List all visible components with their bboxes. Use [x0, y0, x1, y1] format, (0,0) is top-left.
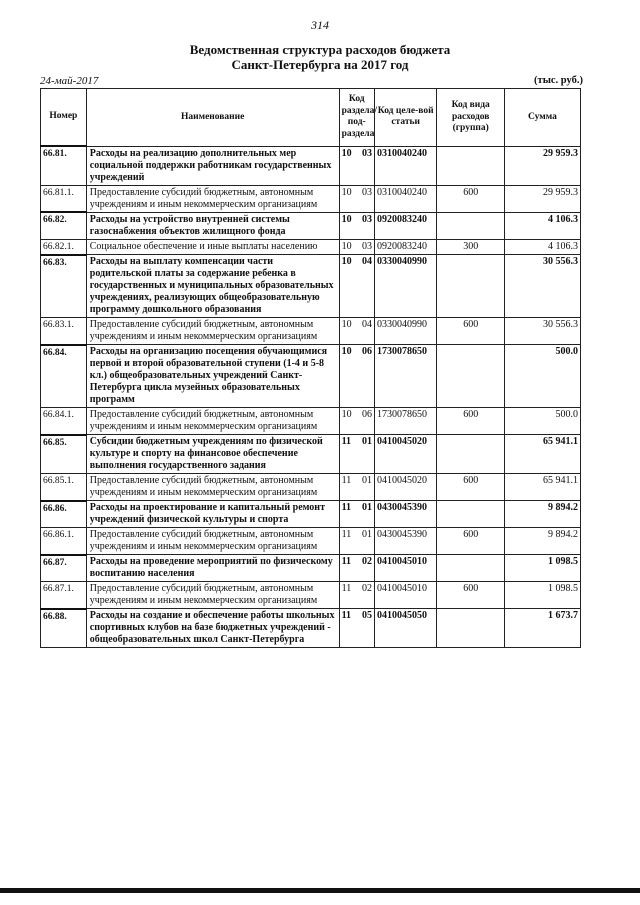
- row-section: 10: [339, 185, 356, 212]
- row-number: 66.87.: [41, 555, 87, 582]
- row-number: 66.88.: [41, 609, 87, 648]
- row-subsection: 03: [356, 212, 375, 239]
- page-bottom-edge: [0, 888, 640, 893]
- budget-table: [40, 88, 581, 648]
- row-subsection: 04: [356, 255, 375, 318]
- table-row: [41, 345, 581, 408]
- table-row: [41, 185, 581, 212]
- row-name: Социальное обеспечение и иные выплаты населению: [86, 239, 339, 255]
- row-section: 11: [339, 435, 356, 474]
- row-number: 66.82.: [41, 212, 87, 239]
- row-section: 11: [339, 501, 356, 528]
- row-sum: 29 959.3: [505, 185, 581, 212]
- row-subsection: 02: [356, 582, 375, 609]
- row-sum: 65 941.1: [505, 435, 581, 474]
- row-number: 66.85.: [41, 435, 87, 474]
- row-sum: 65 941.1: [505, 474, 581, 501]
- row-expense-type: 600: [437, 318, 505, 345]
- units-label: (тыс. руб.): [534, 75, 583, 86]
- table-row: [41, 255, 581, 318]
- row-name: Предоставление субсидий бюджетным, автономным учреждениям и иным некоммерческим организациям: [86, 408, 339, 435]
- table-row: [41, 555, 581, 582]
- row-expense-type: [437, 255, 505, 318]
- row-expense-type: 300: [437, 239, 505, 255]
- table-row: [41, 318, 581, 345]
- table-row: [41, 435, 581, 474]
- header-number: Номер: [41, 89, 87, 147]
- row-name: Расходы на устройство внутренней системы газоснабжения объектов жилищного фонда: [86, 212, 339, 239]
- row-name: Предоставление субсидий бюджетным, автономным учреждениям и иным некоммерческим организациям: [86, 474, 339, 501]
- row-number: 66.85.1.: [41, 474, 87, 501]
- row-expense-type: [437, 345, 505, 408]
- document-title: [0, 42, 640, 72]
- row-number: 66.87.1.: [41, 582, 87, 609]
- row-name: Расходы на проектирование и капитальный ремонт учреждений физической культуры и спорта: [86, 501, 339, 528]
- row-subsection: 01: [356, 435, 375, 474]
- table-header-row: [41, 89, 581, 147]
- row-section: 10: [339, 239, 356, 255]
- row-sum: 30 556.3: [505, 318, 581, 345]
- row-sum: 4 106.3: [505, 239, 581, 255]
- row-expense-type: [437, 501, 505, 528]
- row-sum: 500.0: [505, 345, 581, 408]
- row-sum: 9 894.2: [505, 501, 581, 528]
- row-name: Расходы на организацию посещения обучающимися первой и второй образовательной ступени (1-4 и 5-8 кл.) общеобразовательных учреждений Санкт-Петербурга цикла музейных образовательных программ: [86, 345, 339, 408]
- row-name: Предоставление субсидий бюджетным, автономным учреждениям и иным некоммерческим организациям: [86, 318, 339, 345]
- row-expense-type: [437, 146, 505, 185]
- row-target-code: 0430045390: [374, 501, 436, 528]
- row-number: 66.84.1.: [41, 408, 87, 435]
- row-target-code: 0310040240: [374, 146, 436, 185]
- table-row: [41, 582, 581, 609]
- row-section: 11: [339, 474, 356, 501]
- header-sum: Сумма: [505, 89, 581, 147]
- row-target-code: 0410045010: [374, 582, 436, 609]
- row-sum: 29 959.3: [505, 146, 581, 185]
- row-subsection: 01: [356, 528, 375, 555]
- row-section: 11: [339, 528, 356, 555]
- row-target-code: 0410045050: [374, 609, 436, 648]
- row-expense-type: 600: [437, 582, 505, 609]
- row-name: Предоставление субсидий бюджетным, автономным учреждениям и иным некоммерческим организациям: [86, 528, 339, 555]
- header-expense-type: Код вида расходов (группа): [437, 89, 505, 147]
- row-number: 66.82.1.: [41, 239, 87, 255]
- table-row: [41, 239, 581, 255]
- row-target-code: 1730078650: [374, 408, 436, 435]
- table-row: [41, 501, 581, 528]
- table-row: [41, 146, 581, 185]
- row-subsection: 05: [356, 609, 375, 648]
- row-target-code: 0920083240: [374, 239, 436, 255]
- row-section: 11: [339, 609, 356, 648]
- row-subsection: 03: [356, 185, 375, 212]
- row-subsection: 06: [356, 408, 375, 435]
- row-expense-type: 600: [437, 474, 505, 501]
- row-expense-type: 600: [437, 528, 505, 555]
- table-row: [41, 212, 581, 239]
- row-subsection: 01: [356, 474, 375, 501]
- title-line-1: Ведомственная структура расходов бюджета: [189, 42, 451, 57]
- row-section: 11: [339, 555, 356, 582]
- row-expense-type: 600: [437, 185, 505, 212]
- row-target-code: 0410045020: [374, 435, 436, 474]
- header-name: Наименование: [86, 89, 339, 147]
- row-name: Субсидии бюджетным учреждениям по физической культуре и спорту на финансовое обеспечение выполнения государственного задания: [86, 435, 339, 474]
- row-subsection: 04: [356, 318, 375, 345]
- row-target-code: 0430045390: [374, 528, 436, 555]
- row-target-code: 0330040990: [374, 318, 436, 345]
- row-sum: 1 673.7: [505, 609, 581, 648]
- row-sum: 9 894.2: [505, 528, 581, 555]
- row-sum: 4 106.3: [505, 212, 581, 239]
- row-section: 10: [339, 212, 356, 239]
- table-row: [41, 609, 581, 648]
- row-section: 10: [339, 146, 356, 185]
- row-target-code: 0410045020: [374, 474, 436, 501]
- page-number: 314: [311, 18, 329, 32]
- row-sum: 1 098.5: [505, 555, 581, 582]
- row-sum: 30 556.3: [505, 255, 581, 318]
- row-number: 66.83.1.: [41, 318, 87, 345]
- row-section: 10: [339, 318, 356, 345]
- row-section: 10: [339, 255, 356, 318]
- row-target-code: 0410045010: [374, 555, 436, 582]
- row-name: Предоставление субсидий бюджетным, автономным учреждениям и иным некоммерческим организациям: [86, 582, 339, 609]
- row-section: 11: [339, 582, 356, 609]
- row-target-code: 0330040990: [374, 255, 436, 318]
- row-subsection: 02: [356, 555, 375, 582]
- header-target-code: Код целе-вой статьи: [374, 89, 436, 147]
- row-name: Расходы на проведение мероприятий по физическому воспитанию населения: [86, 555, 339, 582]
- row-target-code: 0920083240: [374, 212, 436, 239]
- row-expense-type: [437, 555, 505, 582]
- document-date: 24-май-2017: [40, 75, 99, 87]
- row-section: 10: [339, 408, 356, 435]
- row-expense-type: [437, 435, 505, 474]
- row-name: Расходы на создание и обеспечение работы школьных спортивных клубов на базе бюджетных учреждений - общеобразовательных школ Санкт-Петербурга: [86, 609, 339, 648]
- row-expense-type: [437, 212, 505, 239]
- table-row: [41, 528, 581, 555]
- row-number: 66.81.1.: [41, 185, 87, 212]
- row-number: 66.81.: [41, 146, 87, 185]
- row-sum: 1 098.5: [505, 582, 581, 609]
- row-sum: 500.0: [505, 408, 581, 435]
- table-row: [41, 474, 581, 501]
- row-expense-type: [437, 609, 505, 648]
- row-name: Расходы на выплату компенсации части родительской платы за содержание ребенка в государственных и муниципальных образовательных учреждениях, реализующих общеобразовательную программу дошкольного образования: [86, 255, 339, 318]
- row-name: Расходы на реализацию дополнительных мер социальной поддержки работникам государственных учреждений: [86, 146, 339, 185]
- row-subsection: 06: [356, 345, 375, 408]
- row-subsection: 03: [356, 239, 375, 255]
- row-subsection: 01: [356, 501, 375, 528]
- row-target-code: 0310040240: [374, 185, 436, 212]
- row-name: Предоставление субсидий бюджетным, автономным учреждениям и иным некоммерческим организациям: [86, 185, 339, 212]
- row-number: 66.83.: [41, 255, 87, 318]
- row-number: 66.84.: [41, 345, 87, 408]
- header-section-code: Код раздела/ под-раздела: [339, 89, 374, 147]
- title-line-2: Санкт-Петербурга на 2017 год: [231, 57, 409, 72]
- row-target-code: 1730078650: [374, 345, 436, 408]
- row-subsection: 03: [356, 146, 375, 185]
- row-number: 66.86.: [41, 501, 87, 528]
- table-row: [41, 408, 581, 435]
- row-section: 10: [339, 345, 356, 408]
- row-expense-type: 600: [437, 408, 505, 435]
- row-number: 66.86.1.: [41, 528, 87, 555]
